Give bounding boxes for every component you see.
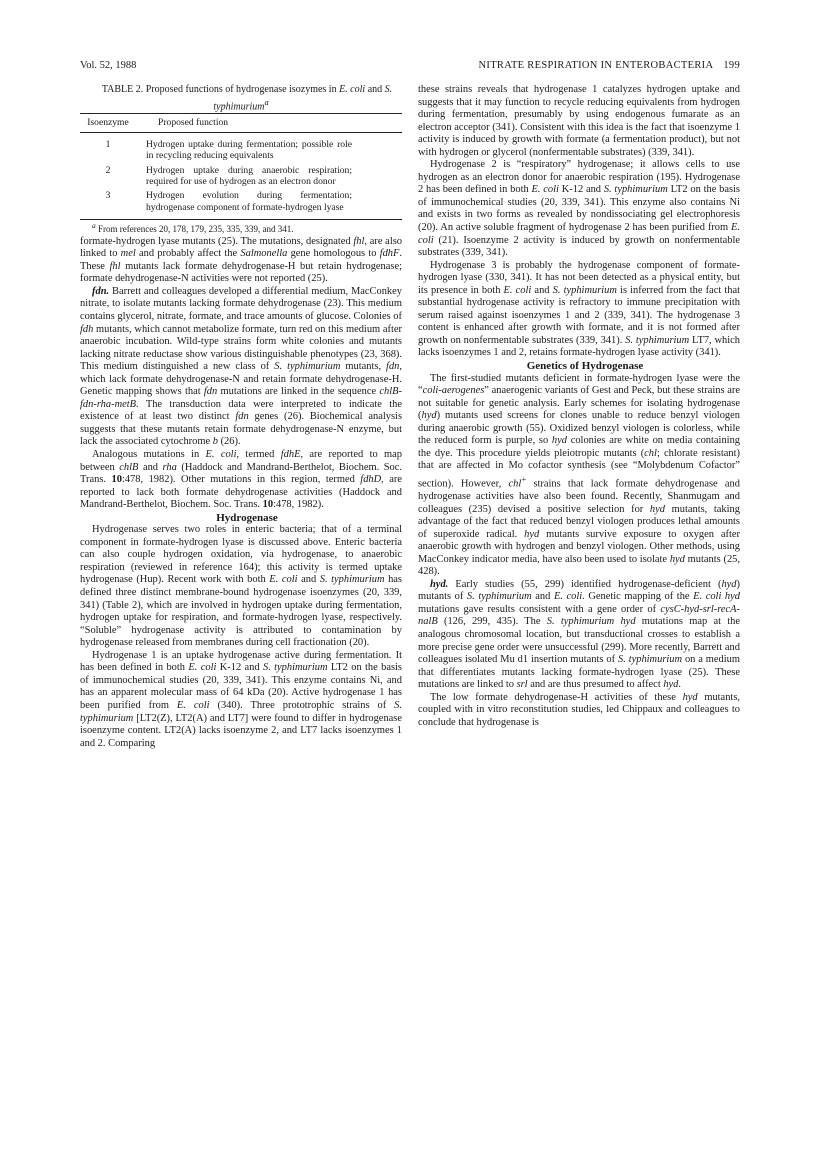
section-heading-hydrogenase: Hydrogenase: [216, 511, 278, 524]
isozyme-id: 2: [105, 164, 111, 176]
paragraph-hydrogenase-intro: Hydrogenase serves two roles in enteric bacteria; that of a terminal component in formate-hydrogen lyase is discussed above. Enteric bacteria can also couple hydrogen oxidation, via hydrogenase, to anaerobic respiration (reviewed in reference 164); this activity is termed uptake hydrogenase (Hup). Recent work with both E. coli and S. typhimurium has defined three distinct membrane-bound hydrogenase isoenzymes (20, 339, 341) (Table 2), which are involved in hydrogen uptake during fermentation, hydrogen uptake for respiration, and formate-hydrogen lyase, respectively. “Soluble” hydrogenase activity is attributed to contamination by hydrogenase released from membranes during cell fractionation (20).: [80, 524, 402, 649]
paragraph-hydrogenase-1-cont: these strains reveals that hydrogenase 1 catalyzes hydrogen uptake and suggests that it may function to recycle reducing equivalents from hydrogen during fermentation, presumably by using endogenous fumarate as an electron acceptor (341). Consistent with this idea is the fact that isoenzyme 1 activity is induced by growth with formate (a fermentation product), but not with hydrogen or glycerol (nonfermentable substrates) (339, 341).: [418, 84, 740, 158]
isozyme-function: Hydrogen uptake during fermentation; possible role in recycling reducing equivalents: [146, 138, 352, 162]
paragraph-hyd-reconstitution: The low formate dehydrogenase-H activities of these hyd mutants, coupled with in vitro reconstitution studies, led Chippaux and colleagues to conclude that hydrogenase is: [418, 691, 740, 728]
paragraph-hydrogenase-2: Hydrogenase 2 is “respiratory” hydrogenase; it allows cells to use hydrogen as an electron donor for anaerobic respiration (195). Hydrogenase 2 has been defined in both E. coli K-12 and S. typhimurium LT2 on the basis of immunochemical studies (20, 339, 341). This enzyme also contains Ni and exists in two forms as revealed by nondissociating gel electrophoresis (20). An active soluble fragment of hydrogenase 2 has been purified from E. coli (21). Isoenzyme 2 activity is induced by growth on nonfermentable substrates (339, 341).: [418, 159, 740, 259]
isozyme-id: 1: [105, 138, 111, 150]
table-row: [80, 163, 402, 189]
paragraph-hydrogenase-3: Hydrogenase 3 is probably the hydrogenase component of formate-hydrogen lyase (330, 341). It has not been detected as a physical entity, but its presence in both E. coli and S. typhimurium is inferred from the fact that substantial hydrogenase activity is refractory to immune precipitation with serum raised against isoenzymes 1 and 2 (339, 341). The hydrogenase 3 content is enhanced after growth with formate, and it is not formed after growth on nonfermentable substrates (339, 341). S. typhimurium LT7, which lacks isoenzymes 1 and 2, retains formate-hydrogen lyase activity (341).: [418, 259, 740, 359]
table-row: [80, 132, 402, 162]
table-footnote: $^a$ From references 20, 178, 179, 235, 335, 339, and 341.: [92, 221, 294, 235]
hydrogenase-function-table: [80, 113, 402, 220]
journal-volume: Vol. 52, 1988: [80, 60, 137, 71]
paragraph-fdhE: Analogous mutations in E. coli, termed fdhE, are reported to map between chlB and rha (Haddock and Mandrand-Berthelot, Biochem. Soc. Trans. 10:478, 1982). Other mutations in this region, termed fdhD, are reported to lack both formate dehydrogenase activities (Haddock and Mandrand-Berthelot, Biochem. Soc. Trans. 10:478, 1982).: [80, 449, 403, 511]
right-column: [418, 84, 740, 729]
running-head: [479, 60, 740, 71]
paragraph-fdn: fdn. Barrett and colleagues developed a differential medium, MacConkey nitrate, to isolate mutants lacking formate dehydrogenase (23). This medium contains glycerol, nitrate, formate, and trace amounts of glucose. Colonies of fdh mutants, which cannot metabolize formate, turn red on this medium after anaerobic incubation. Wild-type strains form white colonies and mutants lacking nitrate reductase show various distinguishable phenotypes (23, 368). This medium distinguished a new class of S. typhimurium mutants, fdn, which lack formate dehydrogenase-N and retain formate dehydrogenase-H. Genetic mapping shows that fdn mutations are linked in the sequence chlB-fdn-rha-metB. The transduction data were interpreted to indicate the existence of at least two distinct fdn genes (26). Biochemical analysis suggests that these mutants retain formate dehydrogenase-N enzyme, but lack the associated cytochrome b (26).: [80, 285, 402, 448]
paragraph-hyd: hyd. Early studies (55, 299) identified hydrogenase-deficient (hyd) mutants of S. typhimurium and E. coli. Genetic mapping of the E. coli hyd mutations gave results consistent with a gene order of cysC-hyd-srl-recA-nalB (126, 299, 435). The S. typhimurium hyd mutations map at the analogous chromosomal location, but transductional crosses to establish a more precise gene order were unsuccessful (299). More recently, Barrett and colleagues isolated Mu d1 insertion mutants of S. typhimurium on a medium that differentiates mutants lacking formate-hydrogen lyase (25). These mutations are linked to srl and are thus presumed to affect hyd.: [418, 578, 740, 691]
left-column: [80, 84, 402, 750]
running-title: NITRATE RESPIRATION IN ENTEROBACTERIA: [478, 60, 714, 71]
paragraph-hydrogenase-1: Hydrogenase 1 is an uptake hydrogenase active during fermentation. It has been defined in both E. coli K-12 and S. typhimurium LT2 on the basis of immunochemical studies (20, 339, 341). This enzyme contains Ni, and has an apparent molecular mass of 64 kDa (20). Active hydrogenase 1 has been purified from E. coli (340). Three prototrophic strains of S. typhimurium [LT2(Z), LT2(A) and LT7] were found to differ in hydrogenase isoenzyme content. LT2(A) lacks isoenzyme 2, and LT7 lacks isoenzymes 1 and 2. Comparing: [80, 649, 402, 749]
table-caption: TABLE 2. Proposed functions of hydrogenase isozymes in E. coli and S. typhimurium$^a$: [101, 84, 393, 112]
page-number: 199: [723, 60, 740, 71]
paragraph-genetics-intro: The first-studied mutants deficient in formate-hydrogen lyase were the “coli-aerogenes” anaerogenic variants of Gest and Peck, but these strains are not suitable for genetic analysis. Early schemes for isolating hydrogenase (hyd) mutants used screens for clones unable to reduce benzyl viologen during anaerobic growth (55). Oxidized benzyl viologen is colorless, while the reduced form is purple, so hyd colonies are white on media containing the dye. This procedure yields pleiotropic mutants (chl; chlorate resistant) that are affected in Mo cofactor synthesis (see “Molybdenum Cofactor” section). However, chl+ strains that lack formate dehydrogenase and hydrogenase activities have also been found. Recently, Shanmugam and colleagues (235) devised a positive selection for hyd mutants, taking advantage of the fact that reduced benzyl viologen produces lethal amounts of superoxide radical. hyd mutants survive exposure to oxygen after anaerobic growth with hydrogen and benzyl viologen. Other methods, using MacConkey indicator media, have also been used to isolate hyd mutants (25, 428).: [418, 372, 741, 578]
isozyme-id: 3: [80, 188, 136, 219]
table-header-row: [80, 114, 402, 132]
table-row: [80, 188, 402, 219]
section-heading-genetics: Genetics of Hydrogenase: [526, 360, 644, 373]
page-header: [80, 60, 740, 76]
paragraph-fhl: formate-hydrogen lyase mutants (25). The mutations, designated fhl, are also linked to mel and probably affect the Salmonella gene homologous to fdhF. These fhl mutants lack formate dehydrogenase-H but retain hydrogenase; formate dehydrogenase-N activities were not reported (25).: [80, 235, 403, 285]
col-isozyme-header: Isoenzyme: [80, 114, 136, 132]
isozyme-function: Hydrogen evolution during fermentation; hydrogenase component of formate-hydrogen lyase: [136, 188, 402, 219]
col-function-header: Proposed function: [136, 114, 402, 132]
isozyme-function: Hydrogen uptake during anaerobic respiration; required for use of hydrogen as an electron donor: [146, 164, 352, 187]
